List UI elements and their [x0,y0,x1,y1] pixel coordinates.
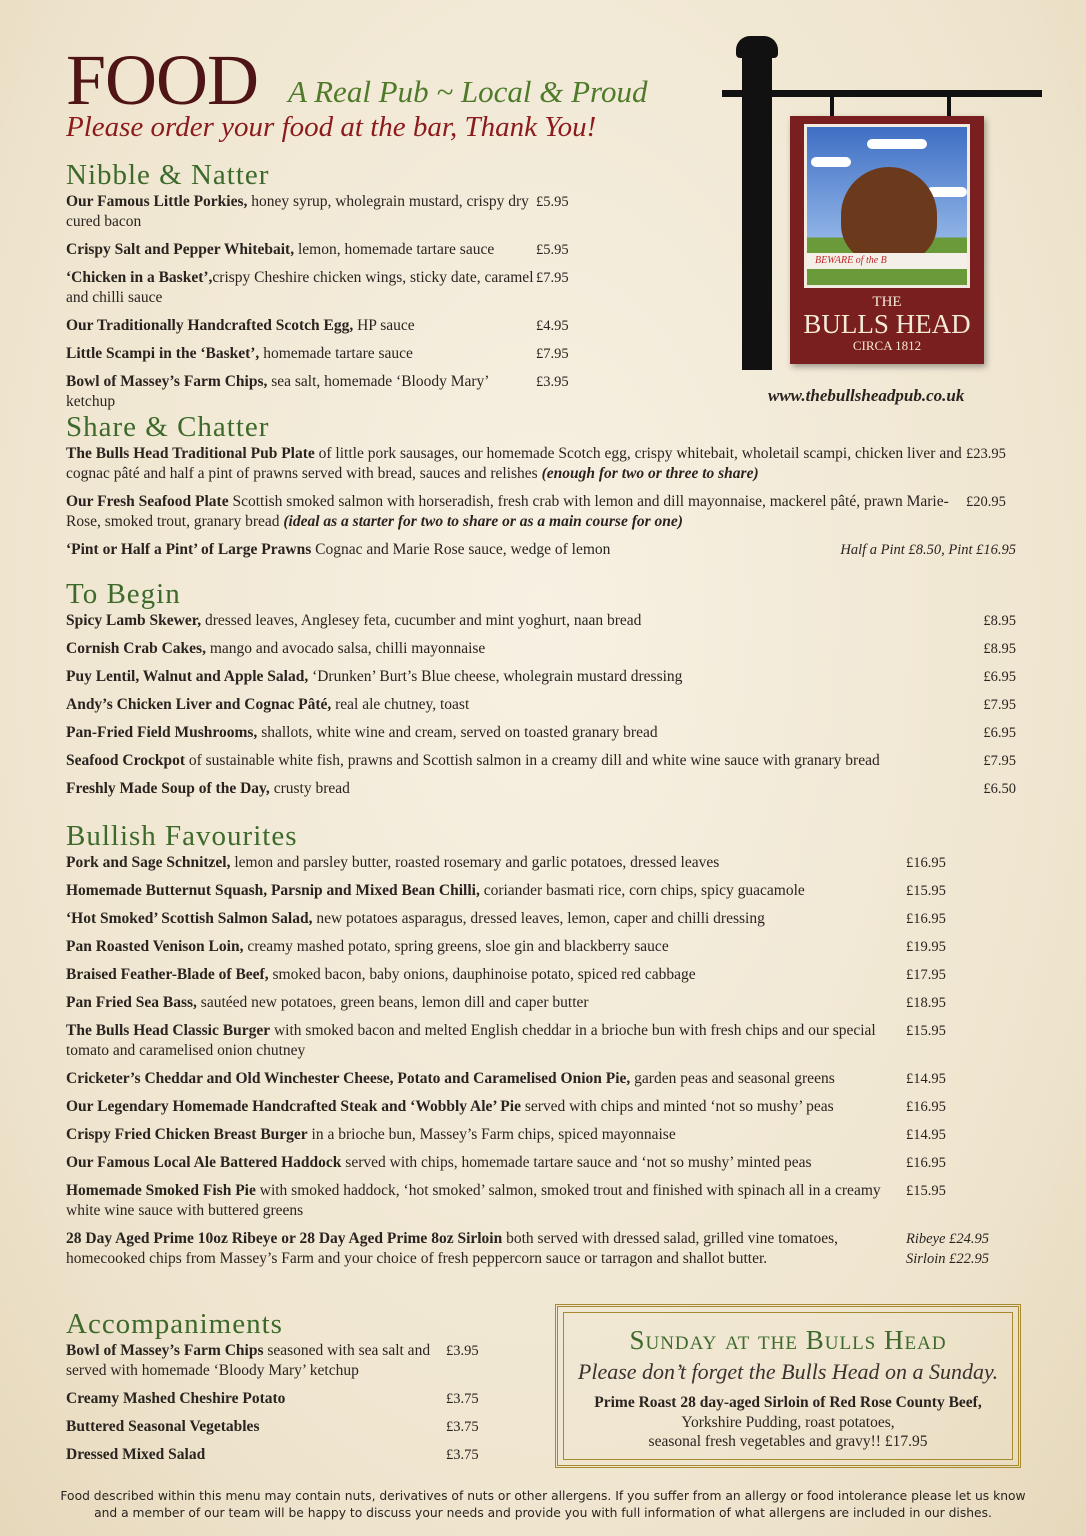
price-value: £5.95 [536,242,569,258]
item-name: Freshly Made Soup of the Day, [66,780,270,797]
section-bullish [66,819,1016,1277]
item-text [66,1417,446,1437]
item-text [66,965,906,985]
item-name: ‘Hot Smoked’ Scottish Salmon Salad, [66,910,313,927]
price-value: £7.95 [536,270,569,286]
item-price [966,492,1006,532]
item-text [66,240,536,260]
item-price [983,611,1016,631]
price-value: £3.75 [446,1447,479,1463]
item-description: real ale chutney, toast [331,696,470,713]
menu-item [66,937,1016,965]
item-name: Puy Lentil, Walnut and Apple Salad, [66,668,309,685]
section-share [66,410,1016,568]
item-text [66,723,983,743]
menu-item [66,1229,1016,1277]
item-description: Cognac and Marie Rose sauce, wedge of lemon [311,541,611,558]
item-price [906,965,946,985]
item-text [66,1069,906,1089]
sign-hook [830,96,834,118]
price-value: £7.95 [983,697,1016,713]
price-value: £14.95 [906,1071,946,1087]
menu-title: FOOD [66,40,259,120]
menu-item [66,1021,1016,1069]
menu-item [66,540,1016,568]
item-name: Braised Feather-Blade of Beef, [66,966,269,983]
item-description: dressed leaves, Anglesey feta, cucumber and mint yoghurt, naan bread [201,612,642,629]
item-description: Scottish smoked salmon with horseradish, fresh crab with lemon and dill mayonnaise, mackerel pâté, prawn Marie-Rose, smoked trout, granary bread [66,493,949,530]
item-description: sea salt, homemade ‘Bloody Mary’ ketchup [66,373,489,410]
menu-item [66,639,1016,667]
item-name: Our Legendary Homemade Handcrafted Steak and ‘Wobbly Ale’ Pie [66,1098,521,1115]
item-price [906,1229,989,1269]
menu-item [66,751,1016,779]
price-value: £3.75 [446,1391,479,1407]
item-text [66,1445,446,1465]
section-heading: To Begin [66,578,181,610]
item-description: served with chips and minted ‘not so mushy’ peas [520,1098,834,1115]
item-text [66,1097,906,1117]
item-price [446,1341,479,1381]
menu-item [66,268,691,316]
item-price [966,444,1006,484]
item-description: with smoked haddock, ‘hot smoked’ salmon, smoked trout and finished with spinach all in a creamy white wine sauce with buttered greens [66,1182,881,1219]
item-price [906,993,946,1013]
bull-illustration [841,167,937,263]
price-value: £8.95 [983,613,1016,629]
price-value: £4.95 [536,318,569,334]
menu-item [66,881,1016,909]
item-name: Andy’s Chicken Liver and Cognac Pâté, [66,696,332,713]
price-value: £16.95 [906,855,946,871]
menu-item [66,1341,511,1389]
item-text [66,1341,446,1381]
item-text [66,853,906,873]
item-text [66,540,840,560]
item-price [906,1097,946,1117]
item-description: smoked bacon, baby onions, dauphinoise potato, spiced red cabbage [268,966,696,983]
item-description: lemon and parsley butter, roasted rosemary and garlic potatoes, dressed leaves [230,854,720,871]
item-text [66,993,906,1013]
item-description: of sustainable white fish, prawns and Scottish salmon in a creamy dill and white wine sauce with granary bread [184,752,880,769]
sign-hook [947,96,951,118]
item-name: Cricketer’s Cheddar and Old Winchester Cheese, Potato and Caramelised Onion Pie, [66,1070,631,1087]
item-text [66,751,983,771]
item-text [66,1021,906,1061]
price-value: £3.95 [446,1343,479,1359]
item-description: of little pork sausages, our homemade Scotch egg, crispy whitebait, wholetail scampi, chicken liver and cognac pâté and half a pint of prawns served with bread, sauces and relishes [66,445,962,482]
item-description: creamy mashed potato, spring greens, sloe gin and blackberry sauce [243,938,669,955]
item-name: The Bulls Head Traditional Pub Plate [66,445,315,462]
item-note: (ideal as a starter for two to share or as a main course for one) [283,513,683,530]
menu-item [66,965,1016,993]
item-name: ‘Chicken in a Basket’, [66,269,213,286]
item-name: Our Fresh Seafood Plate [66,493,229,510]
item-price [536,268,569,308]
item-text [66,881,906,901]
item-price [536,344,569,364]
item-price [536,316,569,336]
item-name: 28 Day Aged Prime 10oz Ribeye or 28 Day Aged Prime 8oz Sirloin [66,1230,503,1247]
price-value: £23.95 [966,446,1006,462]
menu-item [66,1417,511,1445]
price-value: £7.95 [983,753,1016,769]
item-name: ‘Pint or Half a Pint’ of Large Prawns [66,541,312,558]
price-value: £8.95 [983,641,1016,657]
item-price [983,723,1016,743]
item-text [66,344,536,364]
item-description: lemon, homemade tartare sauce [294,241,495,258]
menu-item [66,667,1016,695]
item-price [983,779,1016,799]
price-value: Half a Pint £8.50, Pint £16.95 [840,542,1016,558]
item-name: Our Traditionally Handcrafted Scotch Egg, [66,317,354,334]
item-name: Pan-Fried Field Mushrooms, [66,724,258,741]
item-description: with smoked bacon and melted English cheddar in a brioche bun with fresh chips and our special tomato and caramelised onion chutney [66,1022,876,1059]
menu-item [66,909,1016,937]
item-text [66,639,983,659]
menu-item [66,492,1016,540]
item-price [906,1069,946,1089]
item-name: Crispy Fried Chicken Breast Burger [66,1126,308,1143]
item-description: both served with dressed salad, grilled vine tomatoes, homecooked chips from Massey’s Farm and your choice of fresh peppercorn sauce or tarragon and shallot butter. [66,1230,838,1267]
item-name: Cornish Crab Cakes, [66,640,206,657]
item-note: (enough for two or three to share) [541,465,759,482]
section-heading: Nibble & Natter [66,159,270,191]
item-name: Our Famous Local Ale Battered Haddock [66,1154,342,1171]
item-price [906,937,946,957]
item-text [66,909,906,929]
item-description: shallots, white wine and cream, served on toasted granary bread [257,724,658,741]
menu-item [66,1153,1016,1181]
menu-item [66,1389,511,1417]
tagline: A Real Pub ~ Local & Proud [288,74,648,109]
price-value: Sirloin £22.95 [906,1251,989,1267]
item-text [66,611,983,631]
price-value: Ribeye £24.95 [906,1231,989,1247]
price-value: £3.95 [536,374,569,390]
item-description: honey syrup, wholegrain mustard, crispy dry cured bacon [66,193,529,230]
menu-item [66,993,1016,1021]
price-value: £5.95 [536,194,569,210]
item-price [536,240,569,260]
item-price [983,667,1016,687]
price-value: £16.95 [906,911,946,927]
menu-item [66,1069,1016,1097]
item-text [66,1181,906,1221]
fence-sign: BEWARE of the B [807,253,967,269]
menu-item [66,1181,1016,1229]
price-value: £15.95 [906,1023,946,1039]
sunday-line: seasonal fresh vegetables and gravy!! £17.95 [648,1433,928,1450]
menu-item [66,344,691,372]
sunday-line: Yorkshire Pudding, roast potatoes, [681,1414,895,1431]
item-price [536,372,569,412]
item-description: served with chips, homemade tartare sauce and ‘not so mushy’ minted peas [341,1154,812,1171]
item-price [906,1125,946,1145]
item-text [66,779,983,799]
price-value: £7.95 [536,346,569,362]
item-description: mango and avocado salsa, chilli mayonnaise [205,640,486,657]
item-name: Pork and Sage Schnitzel, [66,854,231,871]
price-value: £16.95 [906,1155,946,1171]
item-name: Bowl of Massey’s Farm Chips [66,1342,264,1359]
item-price [840,540,1016,560]
menu-item [66,316,691,344]
section-heading: Share & Chatter [66,411,270,443]
item-text [66,667,983,687]
item-name: Pan Fried Sea Bass, [66,994,197,1011]
section-accompaniments [66,1307,511,1473]
item-text [66,268,536,308]
price-value: £6.95 [983,725,1016,741]
item-text [66,372,536,412]
item-price [906,853,946,873]
item-price [536,192,569,232]
menu-item [66,853,1016,881]
sign-arm [722,90,1042,97]
item-text [66,316,536,336]
section-nibble [66,158,691,420]
item-text [66,492,966,532]
item-price [446,1417,479,1437]
order-note: Please order your food at the bar, Thank You! [66,111,597,143]
price-value: £6.95 [983,669,1016,685]
item-text [66,1229,906,1269]
item-name: Creamy Mashed Cheshire Potato [66,1390,286,1407]
price-value: £18.95 [906,995,946,1011]
menu-item [66,240,691,268]
item-description: ‘Drunken’ Burt’s Blue cheese, wholegrain mustard dressing [308,668,683,685]
item-name: Homemade Butternut Squash, Parsnip and Mixed Bean Chilli, [66,882,480,899]
item-name: Bowl of Massey’s Farm Chips, [66,373,268,390]
item-description: HP sauce [353,317,415,334]
item-name: Spicy Lamb Skewer, [66,612,202,629]
price-value: £17.95 [906,967,946,983]
menu-item [66,611,1016,639]
item-text [66,1153,906,1173]
menu-item [66,1125,1016,1153]
item-price [446,1445,479,1465]
item-name: The Bulls Head Classic Burger [66,1022,271,1039]
item-description: crusty bread [269,780,350,797]
item-description: in a brioche bun, Massey’s Farm chips, spiced mayonnaise [307,1126,676,1143]
item-name: Little Scampi in the ‘Basket’, [66,345,260,362]
price-value: £16.95 [906,1099,946,1115]
sunday-title: Sunday at the Bulls Head [629,1325,947,1355]
item-text [66,1389,446,1409]
allergen-footer [40,1488,1046,1522]
bull-picture [804,124,970,288]
item-text [66,1125,906,1145]
item-name: Buttered Seasonal Vegetables [66,1418,260,1435]
item-name: Homemade Smoked Fish Pie [66,1182,256,1199]
item-price [446,1389,479,1409]
item-description: garden peas and seasonal greens [630,1070,835,1087]
price-value: £3.75 [446,1419,479,1435]
price-value: £19.95 [906,939,946,955]
menu-item [66,779,1016,807]
menu-item [66,723,1016,751]
item-price [983,751,1016,771]
sign-board [790,116,984,364]
menu-item [66,1097,1016,1125]
website-link[interactable]: www.thebullsheadpub.co.uk [768,386,965,405]
item-text [66,937,906,957]
item-price [983,695,1016,715]
item-name: Pan Roasted Venison Loin, [66,938,244,955]
item-price [983,639,1016,659]
sunday-roast: Prime Roast 28 day-aged Sirloin of Red Rose County Beef, [594,1394,982,1411]
item-price [906,909,946,929]
price-value: £15.95 [906,883,946,899]
item-description: homemade tartare sauce [259,345,413,362]
section-begin [66,577,1016,807]
item-price [906,1021,946,1061]
sign-text: BULLS HEAD [803,309,971,339]
section-heading: Accompaniments [66,1308,283,1340]
price-value: £15.95 [906,1183,946,1199]
section-heading: Bullish Favourites [66,820,298,852]
item-name: Our Famous Little Porkies, [66,193,248,210]
menu-item [66,192,691,240]
item-price [906,881,946,901]
price-value: £14.95 [906,1127,946,1143]
sign-text: THE [872,294,902,310]
item-description: crispy Cheshire chicken wings, sticky date, caramel and chilli sauce [66,269,534,306]
menu-item [66,695,1016,723]
sunday-subtitle: Please don’t forget the Bulls Head on a Sunday. [577,1359,999,1384]
item-description: coriander basmati rice, corn chips, spicy guacamole [479,882,805,899]
price-value: £6.50 [983,781,1016,797]
menu-item [66,444,1016,492]
item-description: sautéed new potatoes, green beans, lemon dill and caper butter [196,994,589,1011]
item-price [906,1181,946,1221]
item-text [66,444,966,484]
menu-item [66,1445,511,1473]
item-text [66,695,983,715]
price-value: £20.95 [966,494,1006,510]
item-name: Dressed Mixed Salad [66,1446,206,1463]
item-description: seasoned with sea salt and served with homemade ‘Bloody Mary’ ketchup [66,1342,431,1379]
sunday-box [555,1304,1021,1468]
item-description: new potatoes asparagus, dressed leaves, lemon, caper and chilli dressing [312,910,765,927]
item-text [66,192,536,232]
item-price [906,1153,946,1173]
footer-line: Food described within this menu may contain nuts, derivatives of nuts or other allergens. If you suffer from an allergy or food intolerance please let us know [60,1489,1026,1503]
sign-text: CIRCA 1812 [852,338,922,353]
item-name: Crispy Salt and Pepper Whitebait, [66,241,295,258]
item-name: Seafood Crockpot [66,752,185,769]
footer-line: and a member of our team will be happy to discuss your needs and provide you with full information of what allergens are included in our dishes. [94,1506,992,1520]
